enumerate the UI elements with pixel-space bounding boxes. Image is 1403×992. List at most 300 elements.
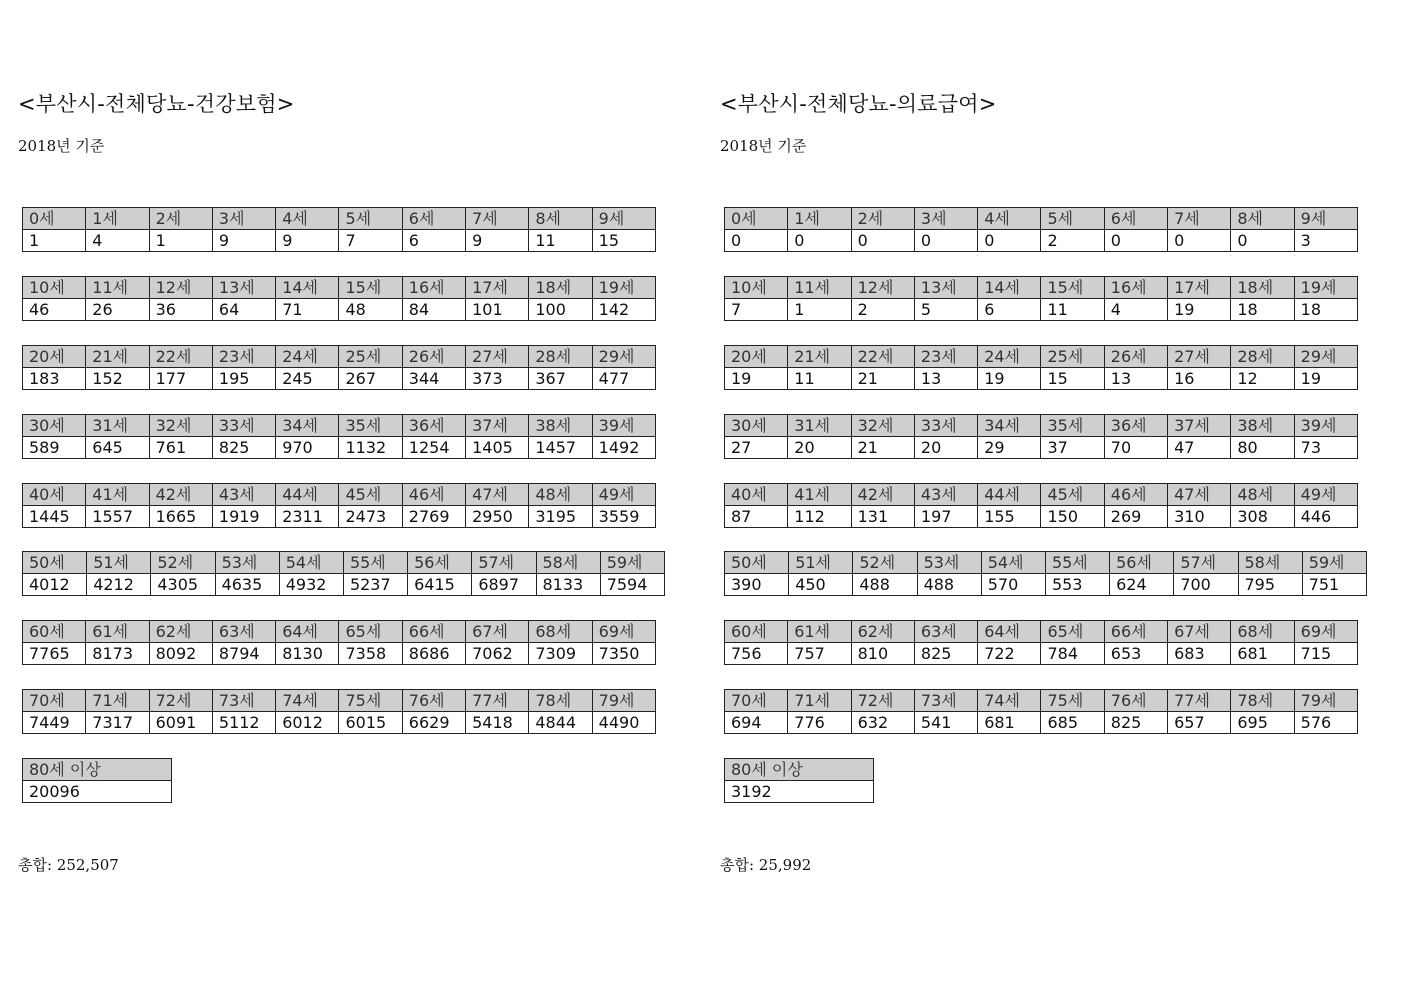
count-value-cell: 645 — [86, 437, 149, 459]
age-header-cell: 14세 — [276, 277, 339, 299]
total-sum: 총합: 25,992 — [720, 856, 812, 874]
age-header-cell: 78세 — [1231, 690, 1294, 712]
age-header-cell: 19세 — [592, 277, 655, 299]
age-header-cell: 15세 — [339, 277, 402, 299]
age-header-cell: 56세 — [1110, 552, 1174, 574]
count-value-cell: 541 — [914, 712, 977, 734]
count-value-cell: 390 — [725, 574, 789, 596]
count-value-cell: 683 — [1168, 643, 1231, 665]
age-header-cell: 13세 — [212, 277, 275, 299]
count-value-row — [725, 368, 1358, 390]
count-value-cell: 1457 — [529, 437, 592, 459]
age-table-20s — [22, 345, 656, 390]
panel-health-insurance — [0, 0, 680, 992]
age-header-cell: 17세 — [466, 277, 529, 299]
age-header-cell: 36세 — [1104, 415, 1167, 437]
count-value-cell: 20096 — [23, 781, 172, 803]
age-header-row — [725, 208, 1358, 230]
age-header-row — [23, 552, 665, 574]
count-value-cell: 0 — [851, 230, 914, 252]
age-header-row — [23, 621, 656, 643]
age-table-60s — [22, 620, 656, 665]
age-header-cell: 24세 — [978, 346, 1041, 368]
count-value-cell: 1665 — [149, 506, 212, 528]
count-value-cell: 36 — [149, 299, 212, 321]
age-header-row — [725, 759, 874, 781]
age-header-cell: 35세 — [339, 415, 402, 437]
age-header-cell: 74세 — [978, 690, 1041, 712]
count-value-cell: 27 — [725, 437, 788, 459]
age-header-cell: 26세 — [1104, 346, 1167, 368]
age-header-cell: 43세 — [212, 484, 275, 506]
count-value-cell: 1 — [788, 299, 851, 321]
count-value-cell: 267 — [339, 368, 402, 390]
age-header-cell: 12세 — [851, 277, 914, 299]
age-header-cell: 56세 — [408, 552, 472, 574]
age-header-row — [725, 552, 1367, 574]
age-header-cell: 48세 — [1231, 484, 1294, 506]
count-value-cell: 26 — [86, 299, 149, 321]
basis-year: 2018년 기준 — [18, 137, 105, 155]
count-value-cell: 3195 — [529, 506, 592, 528]
age-table-10s — [22, 276, 656, 321]
age-header-cell: 18세 — [1231, 277, 1294, 299]
count-value-row — [23, 574, 665, 596]
count-value-cell: 19 — [978, 368, 1041, 390]
count-value-cell: 19 — [1294, 368, 1357, 390]
count-value-cell: 367 — [529, 368, 592, 390]
count-value-cell: 18 — [1294, 299, 1357, 321]
age-header-cell: 76세 — [1104, 690, 1167, 712]
count-value-cell: 7309 — [529, 643, 592, 665]
age-header-cell: 54세 — [981, 552, 1045, 574]
age-header-row — [725, 690, 1358, 712]
age-header-cell: 7세 — [1168, 208, 1231, 230]
age-header-cell: 51세 — [789, 552, 853, 574]
age-table-70s — [22, 689, 656, 734]
count-value-cell: 3192 — [725, 781, 874, 803]
total-sum: 총합: 252,507 — [18, 856, 119, 874]
age-header-cell: 45세 — [1041, 484, 1104, 506]
age-header-cell: 20세 — [725, 346, 788, 368]
count-value-cell: 84 — [402, 299, 465, 321]
age-header-cell: 57세 — [472, 552, 536, 574]
age-header-cell: 26세 — [402, 346, 465, 368]
age-header-cell: 1세 — [86, 208, 149, 230]
age-header-cell: 2세 — [149, 208, 212, 230]
age-header-cell: 27세 — [466, 346, 529, 368]
age-header-cell: 73세 — [212, 690, 275, 712]
count-value-cell: 5237 — [343, 574, 407, 596]
count-value-cell: 1 — [149, 230, 212, 252]
age-header-cell: 50세 — [725, 552, 789, 574]
count-value-cell: 13 — [914, 368, 977, 390]
age-header-cell: 72세 — [149, 690, 212, 712]
count-value-cell: 15 — [592, 230, 655, 252]
age-header-cell: 79세 — [1294, 690, 1357, 712]
age-header-cell: 21세 — [86, 346, 149, 368]
count-value-cell: 112 — [788, 506, 851, 528]
age-header-cell: 63세 — [914, 621, 977, 643]
count-value-cell: 1492 — [592, 437, 655, 459]
count-value-cell: 5 — [914, 299, 977, 321]
count-value-cell: 7594 — [600, 574, 664, 596]
count-value-cell: 657 — [1168, 712, 1231, 734]
age-header-cell: 75세 — [1041, 690, 1104, 712]
age-header-cell: 27세 — [1168, 346, 1231, 368]
count-value-cell: 1405 — [466, 437, 529, 459]
age-header-cell: 30세 — [725, 415, 788, 437]
count-value-cell: 2311 — [276, 506, 339, 528]
age-header-row — [23, 346, 656, 368]
age-header-cell: 47세 — [466, 484, 529, 506]
age-header-cell: 70세 — [725, 690, 788, 712]
age-header-cell: 16세 — [402, 277, 465, 299]
count-value-cell: 6 — [402, 230, 465, 252]
count-value-cell: 776 — [788, 712, 851, 734]
age-header-cell: 52세 — [853, 552, 917, 574]
age-header-cell: 45세 — [339, 484, 402, 506]
count-value-cell: 0 — [788, 230, 851, 252]
age-header-cell: 31세 — [788, 415, 851, 437]
count-value-cell: 46 — [23, 299, 86, 321]
age-header-cell: 33세 — [914, 415, 977, 437]
count-value-cell: 19 — [725, 368, 788, 390]
count-value-cell: 7 — [725, 299, 788, 321]
age-header-row — [23, 277, 656, 299]
age-header-row — [725, 415, 1358, 437]
age-header-cell: 78세 — [529, 690, 592, 712]
age-header-cell: 25세 — [339, 346, 402, 368]
age-header-cell: 63세 — [212, 621, 275, 643]
age-header-cell: 33세 — [212, 415, 275, 437]
count-value-row — [725, 781, 874, 803]
age-table-30s — [22, 414, 656, 459]
count-value-cell: 7062 — [466, 643, 529, 665]
count-value-cell: 7765 — [23, 643, 86, 665]
age-header-row — [23, 759, 172, 781]
count-value-cell: 20 — [788, 437, 851, 459]
count-value-cell: 695 — [1231, 712, 1294, 734]
count-value-cell: 1 — [23, 230, 86, 252]
count-value-cell: 3559 — [592, 506, 655, 528]
count-value-cell: 722 — [978, 643, 1041, 665]
age-header-cell: 57세 — [1174, 552, 1238, 574]
age-header-cell: 6세 — [1104, 208, 1167, 230]
age-header-cell: 46세 — [402, 484, 465, 506]
count-value-row — [23, 299, 656, 321]
count-value-cell: 970 — [276, 437, 339, 459]
age-header-cell: 5세 — [1041, 208, 1104, 230]
age-header-cell: 64세 — [978, 621, 1041, 643]
age-header-cell: 65세 — [339, 621, 402, 643]
count-value-cell: 9 — [276, 230, 339, 252]
age-header-cell: 59세 — [1302, 552, 1366, 574]
count-value-cell: 21 — [851, 437, 914, 459]
count-value-cell: 20 — [914, 437, 977, 459]
age-header-cell: 21세 — [788, 346, 851, 368]
count-value-cell: 6015 — [339, 712, 402, 734]
age-header-cell: 75세 — [339, 690, 402, 712]
age-header-cell: 66세 — [1104, 621, 1167, 643]
age-header-cell: 23세 — [212, 346, 275, 368]
count-value-cell: 37 — [1041, 437, 1104, 459]
age-header-cell: 41세 — [788, 484, 851, 506]
age-header-cell: 55세 — [1045, 552, 1109, 574]
count-value-cell: 150 — [1041, 506, 1104, 528]
count-value-cell: 47 — [1168, 437, 1231, 459]
age-header-cell: 65세 — [1041, 621, 1104, 643]
age-table-80-plus — [22, 758, 172, 803]
age-header-cell: 48세 — [529, 484, 592, 506]
count-value-cell: 183 — [23, 368, 86, 390]
age-table-0s — [724, 207, 1358, 252]
count-value-cell: 11 — [788, 368, 851, 390]
count-value-row — [23, 368, 656, 390]
age-header-cell: 10세 — [23, 277, 86, 299]
age-header-cell: 15세 — [1041, 277, 1104, 299]
age-header-cell: 31세 — [86, 415, 149, 437]
count-value-cell: 488 — [917, 574, 981, 596]
age-table-50s — [22, 551, 665, 596]
panel-title: <부산시-전체당뇨-의료급여> — [720, 92, 997, 116]
age-header-cell: 51세 — [87, 552, 151, 574]
count-value-cell: 761 — [149, 437, 212, 459]
age-header-cell: 12세 — [149, 277, 212, 299]
count-value-row — [725, 574, 1367, 596]
count-value-row — [23, 230, 656, 252]
count-value-cell: 795 — [1238, 574, 1302, 596]
count-value-row — [23, 712, 656, 734]
count-value-cell: 9 — [212, 230, 275, 252]
count-value-row — [23, 643, 656, 665]
count-value-cell: 2950 — [466, 506, 529, 528]
age-header-cell: 80세 이상 — [725, 759, 874, 781]
count-value-cell: 751 — [1302, 574, 1366, 596]
age-header-cell: 49세 — [1294, 484, 1357, 506]
count-value-cell: 4012 — [23, 574, 87, 596]
age-header-cell: 37세 — [1168, 415, 1231, 437]
age-header-cell: 80세 이상 — [23, 759, 172, 781]
count-value-cell: 784 — [1041, 643, 1104, 665]
count-value-cell: 64 — [212, 299, 275, 321]
count-value-cell: 450 — [789, 574, 853, 596]
age-header-cell: 4세 — [276, 208, 339, 230]
count-value-cell: 576 — [1294, 712, 1357, 734]
age-header-row — [725, 484, 1358, 506]
age-header-cell: 71세 — [86, 690, 149, 712]
count-value-cell: 1132 — [339, 437, 402, 459]
count-value-cell: 344 — [402, 368, 465, 390]
count-value-row — [23, 437, 656, 459]
age-header-cell: 40세 — [725, 484, 788, 506]
age-header-cell: 29세 — [1294, 346, 1357, 368]
count-value-cell: 825 — [1104, 712, 1167, 734]
age-header-cell: 73세 — [914, 690, 977, 712]
age-header-cell: 55세 — [343, 552, 407, 574]
age-header-cell: 8세 — [1231, 208, 1294, 230]
age-header-cell: 68세 — [1231, 621, 1294, 643]
count-value-cell: 7449 — [23, 712, 86, 734]
age-header-cell: 28세 — [529, 346, 592, 368]
count-value-cell: 310 — [1168, 506, 1231, 528]
age-table-70s — [724, 689, 1358, 734]
age-header-cell: 53세 — [917, 552, 981, 574]
count-value-cell: 9 — [466, 230, 529, 252]
count-value-cell: 488 — [853, 574, 917, 596]
count-value-cell: 5112 — [212, 712, 275, 734]
age-header-cell: 10세 — [725, 277, 788, 299]
age-header-cell: 53세 — [215, 552, 279, 574]
age-table-30s — [724, 414, 1358, 459]
count-value-cell: 373 — [466, 368, 529, 390]
age-header-cell: 22세 — [149, 346, 212, 368]
count-value-row — [725, 437, 1358, 459]
count-value-cell: 8173 — [86, 643, 149, 665]
age-header-cell: 67세 — [1168, 621, 1231, 643]
count-value-cell: 15 — [1041, 368, 1104, 390]
count-value-cell: 155 — [978, 506, 1041, 528]
age-header-cell: 17세 — [1168, 277, 1231, 299]
count-value-cell: 6012 — [276, 712, 339, 734]
age-header-cell: 60세 — [725, 621, 788, 643]
count-value-cell: 197 — [914, 506, 977, 528]
age-header-cell: 36세 — [402, 415, 465, 437]
age-header-cell: 54세 — [279, 552, 343, 574]
age-header-cell: 38세 — [529, 415, 592, 437]
age-header-cell: 50세 — [23, 552, 87, 574]
age-header-cell: 3세 — [212, 208, 275, 230]
age-header-cell: 14세 — [978, 277, 1041, 299]
age-table-80-plus — [724, 758, 874, 803]
count-value-cell: 6 — [978, 299, 1041, 321]
age-header-cell: 44세 — [978, 484, 1041, 506]
age-header-cell: 0세 — [23, 208, 86, 230]
age-header-cell: 39세 — [1294, 415, 1357, 437]
age-header-cell: 46세 — [1104, 484, 1167, 506]
count-value-cell: 245 — [276, 368, 339, 390]
age-header-cell: 68세 — [529, 621, 592, 643]
count-value-cell: 2 — [851, 299, 914, 321]
age-header-cell: 11세 — [86, 277, 149, 299]
age-header-cell: 37세 — [466, 415, 529, 437]
count-value-cell: 756 — [725, 643, 788, 665]
age-header-cell: 47세 — [1168, 484, 1231, 506]
age-header-cell: 77세 — [466, 690, 529, 712]
count-value-cell: 825 — [914, 643, 977, 665]
count-value-cell: 29 — [978, 437, 1041, 459]
age-table-40s — [22, 483, 656, 528]
count-value-cell: 177 — [149, 368, 212, 390]
count-value-cell: 80 — [1231, 437, 1294, 459]
count-value-cell: 715 — [1294, 643, 1357, 665]
count-value-cell: 6415 — [408, 574, 472, 596]
count-value-cell: 653 — [1104, 643, 1167, 665]
age-table-50s — [724, 551, 1367, 596]
age-header-row — [23, 208, 656, 230]
age-header-cell: 9세 — [1294, 208, 1357, 230]
count-value-cell: 553 — [1045, 574, 1109, 596]
count-value-cell: 71 — [276, 299, 339, 321]
count-value-cell: 825 — [212, 437, 275, 459]
count-value-cell: 8133 — [536, 574, 600, 596]
count-value-cell: 0 — [914, 230, 977, 252]
count-value-row — [725, 230, 1358, 252]
age-header-cell: 25세 — [1041, 346, 1104, 368]
age-header-cell: 62세 — [149, 621, 212, 643]
age-header-cell: 13세 — [914, 277, 977, 299]
age-header-cell: 77세 — [1168, 690, 1231, 712]
count-value-cell: 4 — [1104, 299, 1167, 321]
count-value-cell: 700 — [1174, 574, 1238, 596]
age-header-cell: 19세 — [1294, 277, 1357, 299]
age-header-cell: 41세 — [86, 484, 149, 506]
age-header-cell: 79세 — [592, 690, 655, 712]
age-table-10s — [724, 276, 1358, 321]
age-header-cell: 28세 — [1231, 346, 1294, 368]
count-value-row — [23, 781, 172, 803]
count-value-cell: 152 — [86, 368, 149, 390]
age-header-cell: 69세 — [1294, 621, 1357, 643]
count-value-cell: 21 — [851, 368, 914, 390]
age-header-cell: 4세 — [978, 208, 1041, 230]
age-header-cell: 24세 — [276, 346, 339, 368]
count-value-cell: 0 — [1231, 230, 1294, 252]
count-value-row — [725, 712, 1358, 734]
age-header-cell: 59세 — [600, 552, 664, 574]
count-value-cell: 681 — [1231, 643, 1294, 665]
age-header-cell: 16세 — [1104, 277, 1167, 299]
count-value-cell: 131 — [851, 506, 914, 528]
count-value-cell: 4 — [86, 230, 149, 252]
age-header-cell: 22세 — [851, 346, 914, 368]
count-value-cell: 1919 — [212, 506, 275, 528]
count-value-cell: 4212 — [87, 574, 151, 596]
count-value-cell: 7358 — [339, 643, 402, 665]
age-header-cell: 42세 — [851, 484, 914, 506]
age-header-cell: 76세 — [402, 690, 465, 712]
count-value-row — [23, 506, 656, 528]
age-header-row — [725, 346, 1358, 368]
age-header-row — [725, 277, 1358, 299]
count-value-cell: 4932 — [279, 574, 343, 596]
count-value-cell: 142 — [592, 299, 655, 321]
age-table-20s — [724, 345, 1358, 390]
age-header-cell: 23세 — [914, 346, 977, 368]
count-value-cell: 7 — [339, 230, 402, 252]
age-header-cell: 66세 — [402, 621, 465, 643]
count-value-cell: 8686 — [402, 643, 465, 665]
age-header-cell: 67세 — [466, 621, 529, 643]
age-header-cell: 40세 — [23, 484, 86, 506]
count-value-cell: 308 — [1231, 506, 1294, 528]
count-value-cell: 11 — [529, 230, 592, 252]
age-header-cell: 2세 — [851, 208, 914, 230]
age-header-cell: 39세 — [592, 415, 655, 437]
age-header-cell: 60세 — [23, 621, 86, 643]
age-header-cell: 5세 — [339, 208, 402, 230]
count-value-cell: 16 — [1168, 368, 1231, 390]
basis-year: 2018년 기준 — [720, 137, 807, 155]
count-value-cell: 2473 — [339, 506, 402, 528]
count-value-cell: 73 — [1294, 437, 1357, 459]
count-value-cell: 12 — [1231, 368, 1294, 390]
age-header-row — [23, 484, 656, 506]
count-value-cell: 8130 — [276, 643, 339, 665]
age-header-cell: 32세 — [851, 415, 914, 437]
age-header-cell: 71세 — [788, 690, 851, 712]
count-value-cell: 6091 — [149, 712, 212, 734]
